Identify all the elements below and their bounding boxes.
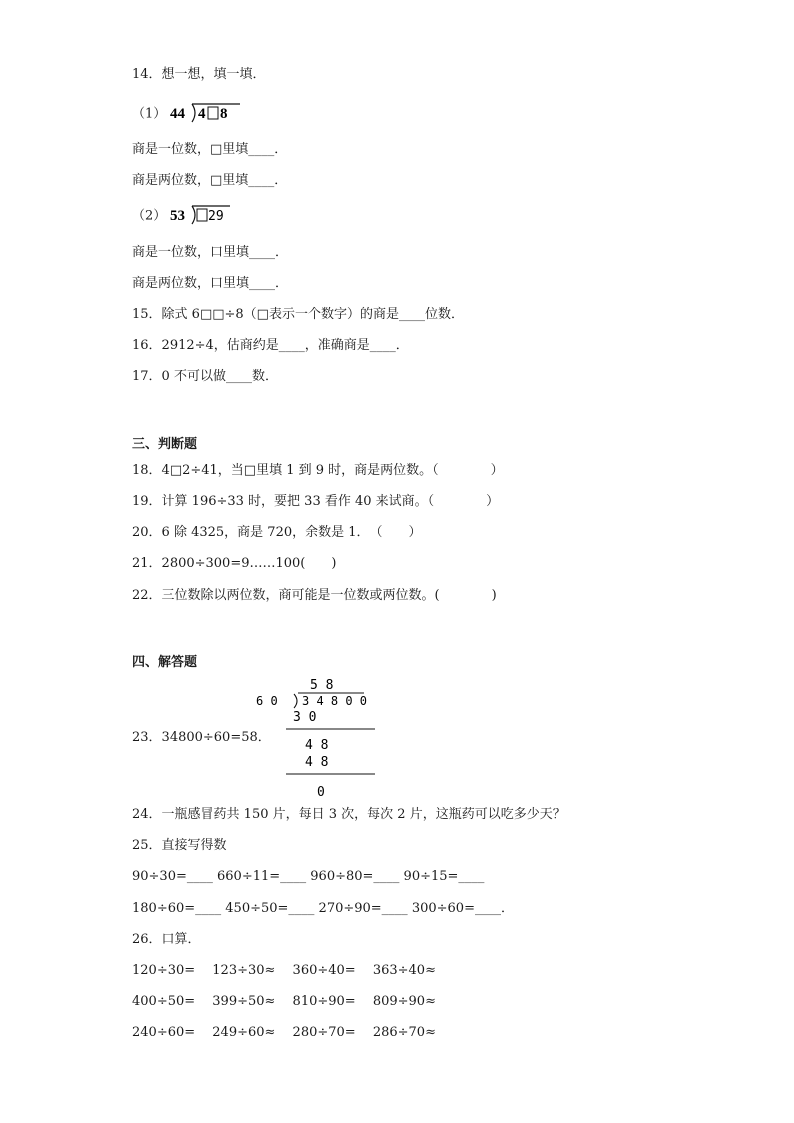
q23-quotient: 5 8	[310, 678, 334, 693]
q14-part1-expression	[132, 102, 250, 126]
q23-step3: 4 8	[305, 755, 329, 770]
q22: 22．三位数除以两位数，商可能是一位数或两位数。( )	[132, 588, 497, 603]
q21: 21．2800÷300=9……100( )	[132, 556, 337, 571]
q16: 16．2912÷4，估商约是____，准确商是____．	[132, 338, 409, 353]
q25-title: 25．直接写得数	[132, 838, 227, 853]
q26-title: 26．口算．	[132, 932, 201, 947]
q23-remainder: 0	[317, 785, 325, 800]
q14-p2-rest: 29	[208, 209, 225, 224]
q20: 20．6 除 4325，商是 720，余数是 1． （ ）	[132, 525, 422, 540]
q23-text: 23．34800÷60=58．	[132, 730, 271, 745]
q26-row3: 240÷60= 249÷60≈ 280÷70= 286÷70≈	[132, 1025, 436, 1040]
q23-divisor: 6 0	[256, 694, 278, 708]
q23-long-division	[250, 674, 390, 802]
q25-row1: 90÷30=____ 660÷11=____ 960÷80=____ 90÷15=____	[132, 869, 485, 884]
q18: 18．4□2÷41，当□里填 1 到 9 时，商是两位数。（ ）	[132, 463, 504, 478]
q14-part2-division-symbol	[170, 204, 250, 228]
q14-p2-answer-b: 商是两位数，口里填____．	[132, 276, 289, 291]
q26-row2: 400÷50= 399÷50≈ 810÷90= 809÷90≈	[132, 994, 436, 1009]
q14-part2-label: （2）	[132, 208, 167, 224]
q14-p1-digit2: 8	[220, 106, 228, 122]
q26-row1: 120÷30= 123÷30≈ 360÷40= 363÷40≈	[132, 963, 436, 978]
q14-p1-answer-b: 商是两位数，□里填____．	[132, 173, 288, 188]
q14-part1-label: （1）	[132, 106, 167, 122]
q19: 19．计算 196÷33 时，要把 33 看作 40 来试商。（ ）	[132, 494, 500, 509]
q14-p2-divisor: 53	[170, 208, 186, 224]
q14-p1-divisor: 44	[170, 106, 186, 122]
q24: 24．一瓶感冒药共 150 片，每日 3 次，每次 2 片，这瓶药可以吃多少天？	[132, 807, 566, 822]
q14-part2-expression	[132, 204, 250, 228]
q23-step1: 3 0	[293, 710, 317, 725]
q14-p1-answer-a: 商是一位数，□里填____．	[132, 142, 288, 157]
q14-p2-blank-box	[197, 209, 207, 221]
section-3-heading: 三、判断题	[132, 437, 198, 452]
section-4-heading: 四、解答题	[132, 655, 198, 670]
q14-part1-division-symbol	[170, 102, 250, 126]
q25-row2: 180÷60=____ 450÷50=____ 270÷90=____ 300÷60=____．	[132, 901, 514, 916]
q23-step2: 4 8	[305, 738, 329, 753]
q17: 17．0 不可以做____数．	[132, 369, 278, 384]
q14-p1-blank-box	[208, 107, 218, 119]
q14-title: 14．想一想，填一填．	[132, 67, 266, 82]
q23-dividend: 3 4 8 0 0	[302, 694, 368, 708]
q14-p1-digit1: 4	[198, 106, 206, 122]
q15: 15．除式 6□□÷8（□表示一个数字）的商是____位数．	[132, 307, 464, 322]
q14-p2-answer-a: 商是一位数，口里填____．	[132, 245, 289, 260]
